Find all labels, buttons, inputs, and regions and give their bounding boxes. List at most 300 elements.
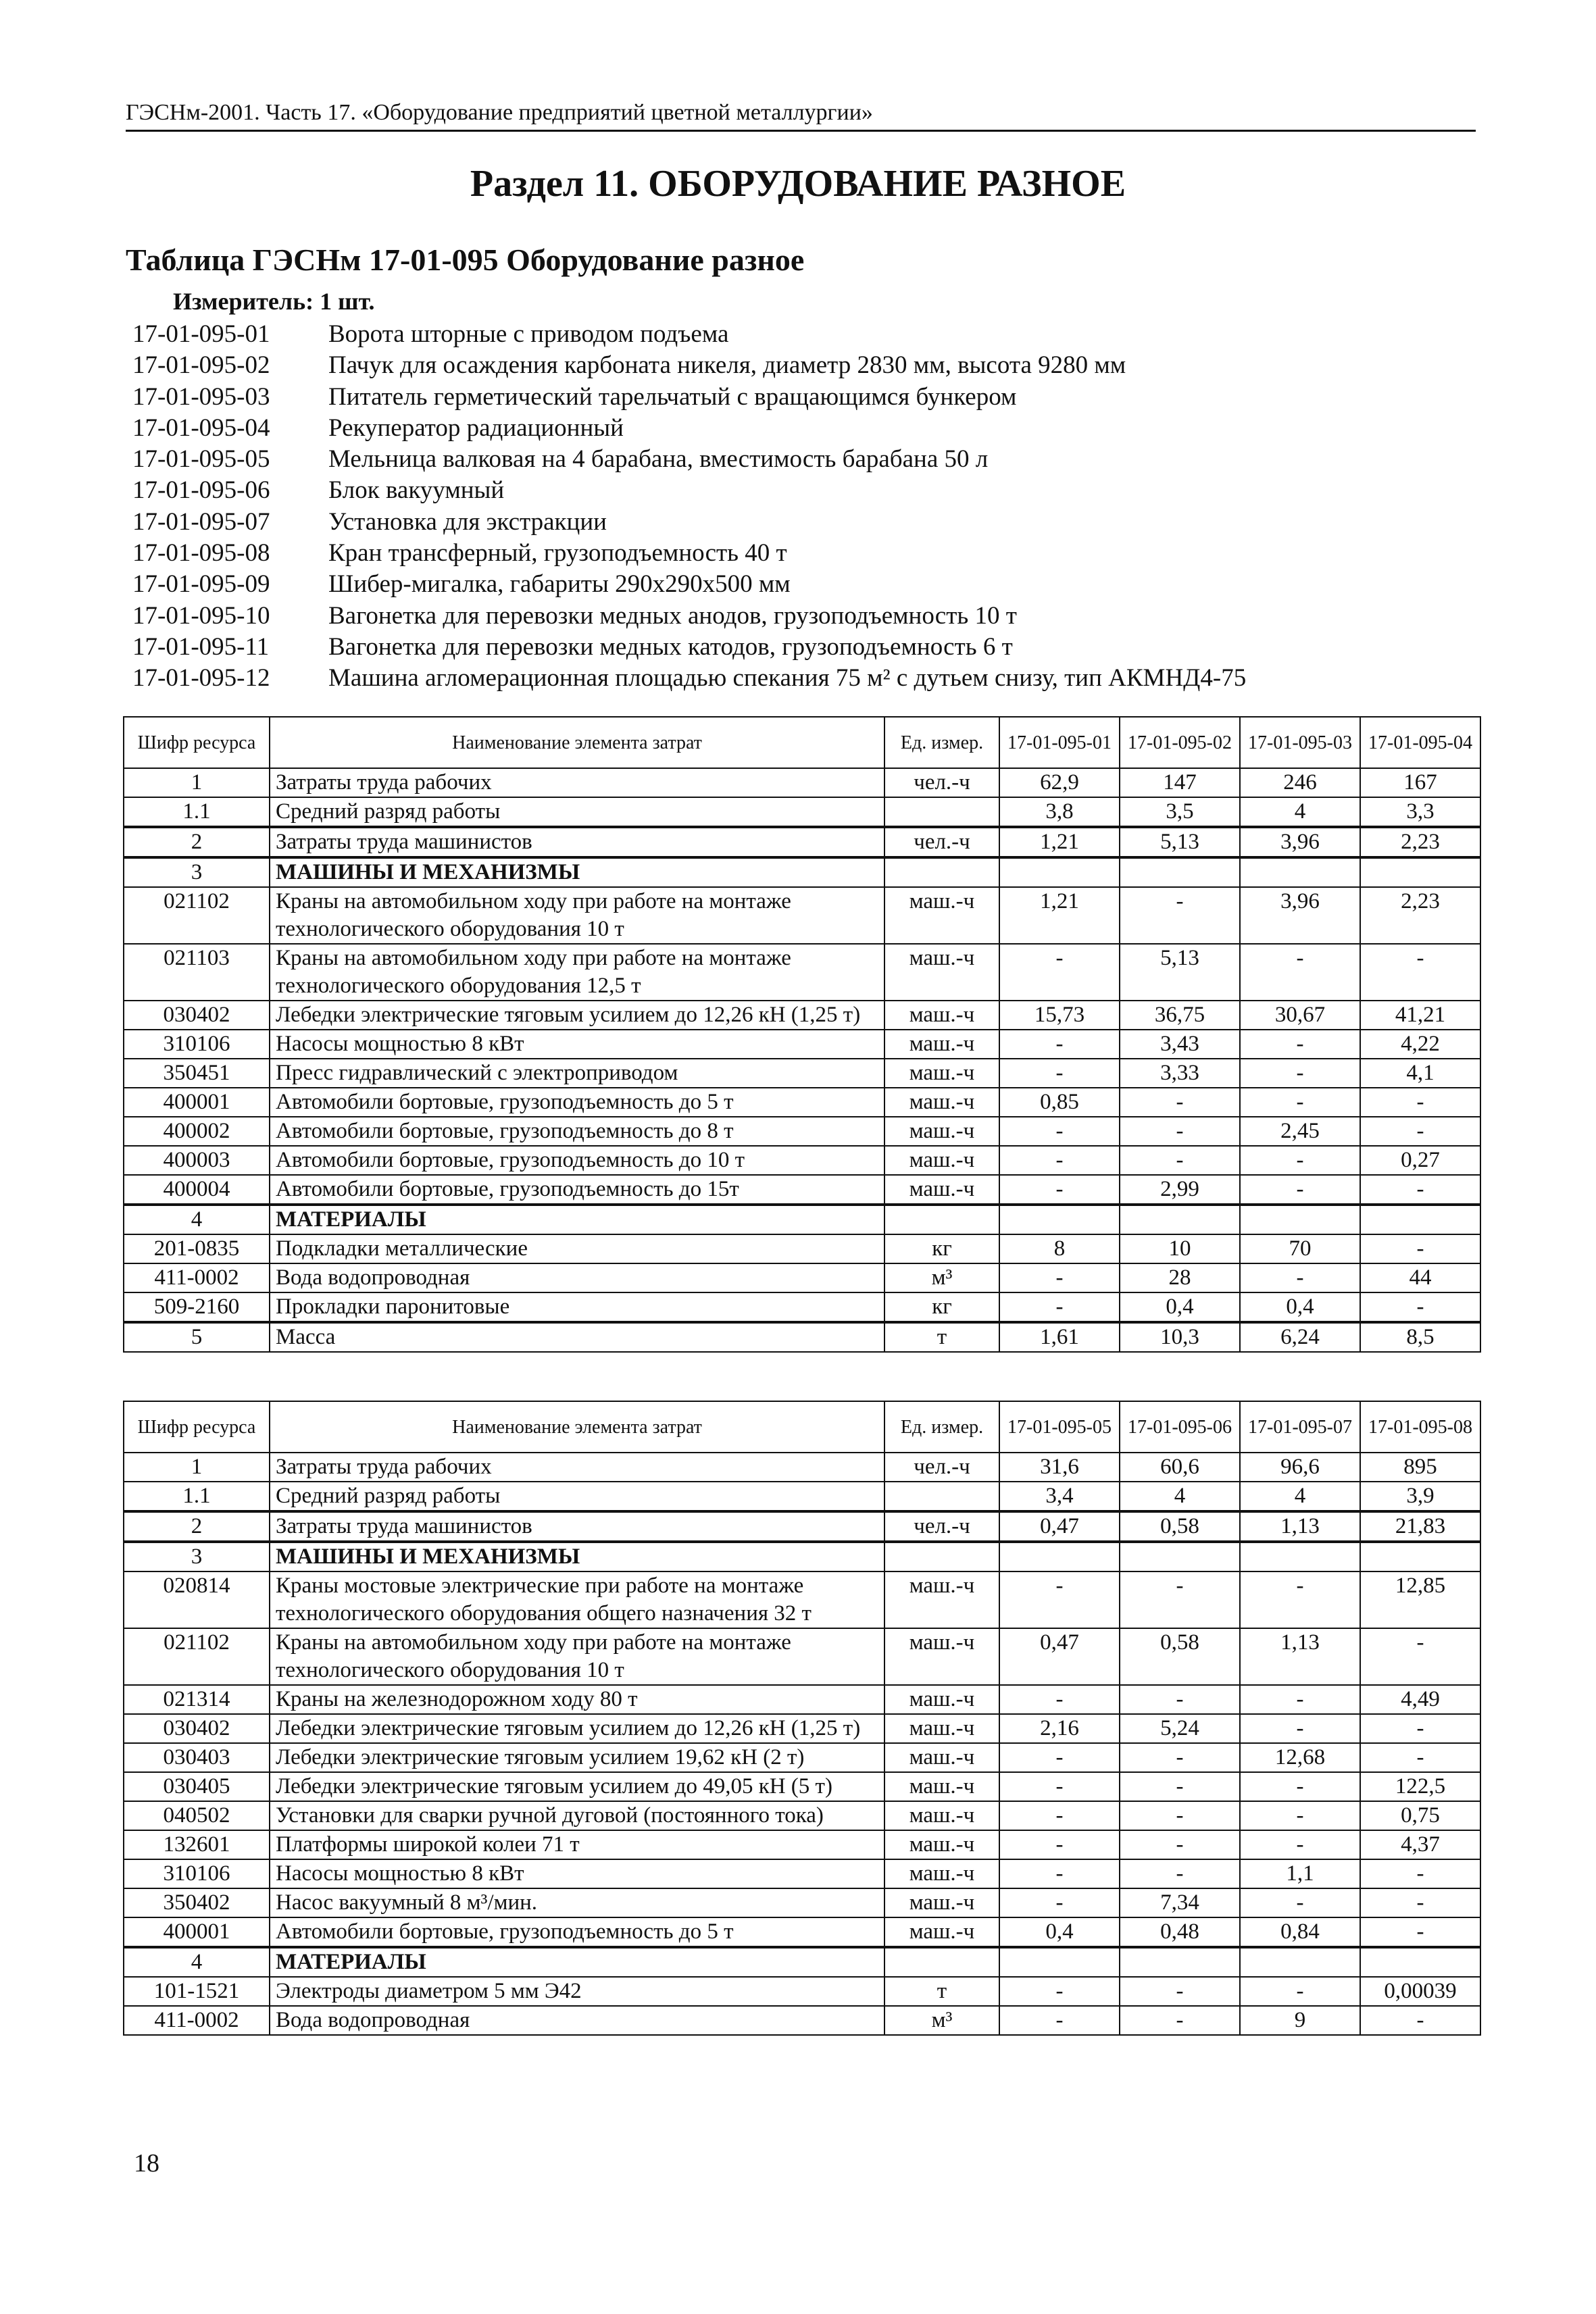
table-row: [124, 1571, 1480, 1628]
cell-value: 1,21: [999, 827, 1120, 857]
cell-name: Автомобили бортовые, грузоподъемность до 5 т: [270, 1917, 884, 1947]
cell-unit: [884, 1542, 999, 1571]
cell-value: 3,4: [999, 1482, 1120, 1511]
cell-value: -: [1240, 1685, 1360, 1714]
cell-value: -: [999, 1263, 1120, 1292]
cell-unit: маш.-ч: [884, 1571, 999, 1628]
cell-value: 1,61: [999, 1322, 1120, 1352]
table-row: [124, 1059, 1480, 1088]
cell-value: 28: [1120, 1263, 1240, 1292]
item-desc: Рекуператор радиационный: [328, 413, 624, 442]
cell-value: -: [1240, 1059, 1360, 1088]
cell-value: -: [1120, 1743, 1240, 1772]
table-group-row: [124, 1205, 1480, 1234]
cell-value: 122,5: [1360, 1772, 1480, 1801]
cell-value: 1,1: [1240, 1859, 1360, 1888]
cell-value: 41,21: [1360, 1001, 1480, 1030]
cell-name: Насосы мощностью 8 кВт: [270, 1030, 884, 1059]
table-row: [124, 1322, 1480, 1352]
item-code: 17-01-095-09: [132, 570, 270, 599]
cell-value: 2,45: [1240, 1117, 1360, 1146]
col-header-norm: 17-01-095-06: [1120, 1401, 1240, 1453]
cell-value: -: [999, 1030, 1120, 1059]
col-header-norm: 17-01-095-01: [999, 717, 1120, 768]
cell-unit: [884, 1205, 999, 1234]
cell-name: Лебедки электрические тяговым усилием 19,62 кН (2 т): [270, 1743, 884, 1772]
cell-code: 1: [124, 768, 270, 797]
cell-value: -: [999, 1977, 1120, 2006]
cell-value: 5,13: [1120, 827, 1240, 857]
item-desc: Шибер-мигалка, габариты 290х290х500 мм: [328, 570, 791, 599]
cell-value: 4,37: [1360, 1830, 1480, 1859]
cell-code: 350451: [124, 1059, 270, 1088]
cell-value: 62,9: [999, 768, 1120, 797]
cell-value: -: [1240, 1977, 1360, 2006]
item-desc: Блок вакуумный: [328, 476, 505, 505]
cell-value: 96,6: [1240, 1453, 1360, 1482]
resource-table-2: [123, 1401, 1481, 2036]
cell-value: -: [1240, 1263, 1360, 1292]
cell-value: 147: [1120, 768, 1240, 797]
cell-unit: маш.-ч: [884, 1030, 999, 1059]
cell-name: Краны мостовые электрические при работе на монтаже технологического оборудования общего назначения 32 т: [270, 1571, 884, 1628]
cell-name: Затраты труда рабочих: [270, 1453, 884, 1482]
table-row: [124, 944, 1480, 1001]
cell-value: -: [1360, 1117, 1480, 1146]
table-row: [124, 1888, 1480, 1917]
cell-value: -: [999, 1685, 1120, 1714]
cell-code: 201-0835: [124, 1234, 270, 1263]
code-list: [132, 319, 1246, 695]
cell-value: -: [1120, 1685, 1240, 1714]
cell-value: -: [1120, 887, 1240, 944]
code-list-item: [132, 538, 1246, 569]
cell-value: -: [999, 1830, 1120, 1859]
cell-value: [999, 1205, 1120, 1234]
col-header-unit: Ед. измер.: [884, 717, 999, 768]
cell-value: 0,48: [1120, 1917, 1240, 1947]
cell-name: Затраты труда рабочих: [270, 768, 884, 797]
cell-value: 895: [1360, 1453, 1480, 1482]
cell-unit: м³: [884, 2006, 999, 2035]
cell-value: 44: [1360, 1263, 1480, 1292]
table-row: [124, 827, 1480, 857]
col-header-norm: 17-01-095-04: [1360, 717, 1480, 768]
cell-value: 31,6: [999, 1453, 1120, 1482]
cell-unit: маш.-ч: [884, 1088, 999, 1117]
cell-name: Масса: [270, 1322, 884, 1352]
cell-value: [1120, 1947, 1240, 1977]
cell-value: -: [999, 1888, 1120, 1917]
item-desc: Пачук для осаждения карбоната никеля, диаметр 2830 мм, высота 9280 мм: [328, 351, 1126, 380]
cell-name: Платформы широкой колеи 71 т: [270, 1830, 884, 1859]
table-group-row: [124, 1542, 1480, 1571]
cell-value: -: [1240, 1714, 1360, 1743]
code-list-item: [132, 444, 1246, 475]
cell-value: 3,33: [1120, 1059, 1240, 1088]
item-code: 17-01-095-10: [132, 601, 270, 630]
cell-code: 030405: [124, 1772, 270, 1801]
cell-value: 167: [1360, 768, 1480, 797]
cell-value: -: [1240, 1772, 1360, 1801]
code-list-item: [132, 382, 1246, 413]
cell-value: -: [1240, 1146, 1360, 1175]
cell-value: -: [1360, 1628, 1480, 1685]
cell-name: Краны на железнодорожном ходу 80 т: [270, 1685, 884, 1714]
cell-value: [1240, 857, 1360, 887]
cell-code: 3: [124, 1542, 270, 1571]
cell-value: 4: [1120, 1482, 1240, 1511]
cell-name: МАШИНЫ И МЕХАНИЗМЫ: [270, 1542, 884, 1571]
item-desc: Питатель герметический тарельчатый с вращающимся бункером: [328, 382, 1017, 411]
item-code: 17-01-095-05: [132, 445, 270, 474]
resource-table-1: [123, 716, 1481, 1353]
cell-value: 0,4: [999, 1917, 1120, 1947]
table-group-row: [124, 1947, 1480, 1977]
cell-code: 101-1521: [124, 1977, 270, 2006]
cell-unit: [884, 1947, 999, 1977]
cell-value: 1,13: [1240, 1628, 1360, 1685]
cell-value: 70: [1240, 1234, 1360, 1263]
cell-value: 21,83: [1360, 1511, 1480, 1542]
cell-value: [999, 1947, 1120, 1977]
cell-code: 400002: [124, 1117, 270, 1146]
cell-value: -: [1360, 1234, 1480, 1263]
cell-value: 0,4: [1120, 1292, 1240, 1322]
table-row: [124, 1917, 1480, 1947]
cell-code: 021102: [124, 1628, 270, 1685]
cell-value: -: [1240, 1801, 1360, 1830]
item-code: 17-01-095-02: [132, 351, 270, 380]
code-list-item: [132, 319, 1246, 350]
cell-unit: маш.-ч: [884, 1628, 999, 1685]
code-list-item: [132, 350, 1246, 381]
cell-value: -: [1360, 1743, 1480, 1772]
cell-value: -: [1240, 1088, 1360, 1117]
cell-code: 400004: [124, 1175, 270, 1205]
cell-value: -: [1360, 1175, 1480, 1205]
cell-code: 132601: [124, 1830, 270, 1859]
cell-name: Средний разряд работы: [270, 1482, 884, 1511]
col-header-code: Шифр ресурса: [124, 1401, 270, 1453]
cell-value: -: [999, 1743, 1120, 1772]
cell-value: -: [999, 1146, 1120, 1175]
cell-unit: чел.-ч: [884, 1453, 999, 1482]
cell-name: Пресс гидравлический с электроприводом: [270, 1059, 884, 1088]
cell-code: 021314: [124, 1685, 270, 1714]
table-row: [124, 1088, 1480, 1117]
cell-value: 60,6: [1120, 1453, 1240, 1482]
cell-unit: т: [884, 1322, 999, 1352]
cell-unit: маш.-ч: [884, 1146, 999, 1175]
cell-value: -: [1360, 1714, 1480, 1743]
cell-value: 3,5: [1120, 797, 1240, 827]
col-header-norm: 17-01-095-03: [1240, 717, 1360, 768]
cell-value: -: [1240, 1571, 1360, 1628]
cell-name: Вода водопроводная: [270, 1263, 884, 1292]
cell-unit: [884, 1482, 999, 1511]
table-row: [124, 1685, 1480, 1714]
code-list-item: [132, 507, 1246, 538]
item-code: 17-01-095-01: [132, 320, 270, 348]
cell-value: 8,5: [1360, 1322, 1480, 1352]
cell-unit: кг: [884, 1292, 999, 1322]
table-row: [124, 1859, 1480, 1888]
cell-code: 2: [124, 1511, 270, 1542]
cell-value: -: [999, 944, 1120, 1001]
table-row: [124, 1453, 1480, 1482]
item-code: 17-01-095-07: [132, 507, 270, 536]
table-body: [124, 1453, 1480, 2035]
cell-value: 8: [999, 1234, 1120, 1263]
cell-name: Установки для сварки ручной дуговой (постоянного тока): [270, 1801, 884, 1830]
cell-value: -: [999, 1292, 1120, 1322]
cell-value: -: [999, 1571, 1120, 1628]
cell-code: 1: [124, 1453, 270, 1482]
cell-value: -: [999, 2006, 1120, 2035]
cell-value: -: [999, 1059, 1120, 1088]
cell-name: МАТЕРИАЛЫ: [270, 1205, 884, 1234]
cell-value: 3,8: [999, 797, 1120, 827]
code-list-item: [132, 413, 1246, 444]
cell-value: [1120, 1542, 1240, 1571]
item-code: 17-01-095-12: [132, 664, 270, 693]
cell-unit: маш.-ч: [884, 1743, 999, 1772]
cell-value: 9: [1240, 2006, 1360, 2035]
cell-unit: [884, 797, 999, 827]
cell-value: -: [1120, 1772, 1240, 1801]
item-desc: Вагонетка для перевозки медных катодов, грузоподъемность 6 т: [328, 632, 1013, 661]
cell-unit: маш.-ч: [884, 944, 999, 1001]
cell-value: [1240, 1542, 1360, 1571]
cell-value: [999, 1542, 1120, 1571]
cell-value: 0,75: [1360, 1801, 1480, 1830]
col-header-code: Шифр ресурса: [124, 717, 270, 768]
cell-name: Краны на автомобильном ходу при работе на монтаже технологического оборудования 10 т: [270, 887, 884, 944]
cell-code: 1.1: [124, 797, 270, 827]
cell-value: 0,00039: [1360, 1977, 1480, 2006]
cell-name: Подкладки металлические: [270, 1234, 884, 1263]
cell-name: Лебедки электрические тяговым усилием до 49,05 кН (5 т): [270, 1772, 884, 1801]
cell-value: -: [1360, 1917, 1480, 1947]
cell-value: -: [1360, 1088, 1480, 1117]
col-header-name: Наименование элемента затрат: [270, 1401, 884, 1453]
item-desc: Машина агломерационная площадью спекания 75 м² с дутьем снизу, тип АКМНД4-75: [328, 664, 1247, 693]
cell-value: [999, 857, 1120, 887]
cell-unit: маш.-ч: [884, 1714, 999, 1743]
table-row: [124, 1482, 1480, 1511]
cell-code: 350402: [124, 1888, 270, 1917]
cell-value: 12,68: [1240, 1743, 1360, 1772]
cell-value: -: [999, 1859, 1120, 1888]
table-row: [124, 768, 1480, 797]
table-row: [124, 1830, 1480, 1859]
cell-code: 030402: [124, 1001, 270, 1030]
table-row: [124, 1117, 1480, 1146]
cell-code: 1.1: [124, 1482, 270, 1511]
cell-value: -: [1360, 1859, 1480, 1888]
cell-value: -: [1240, 1888, 1360, 1917]
cell-name: Автомобили бортовые, грузоподъемность до 5 т: [270, 1088, 884, 1117]
cell-value: 4: [1240, 797, 1360, 827]
table-row: [124, 2006, 1480, 2035]
cell-name: Электроды диаметром 5 мм Э42: [270, 1977, 884, 2006]
cell-unit: [884, 857, 999, 887]
code-list-item: [132, 632, 1246, 663]
cell-code: 5: [124, 1322, 270, 1352]
page-number: 18: [134, 2149, 159, 2178]
cell-code: 040502: [124, 1801, 270, 1830]
cell-unit: т: [884, 1977, 999, 2006]
cell-value: -: [1360, 944, 1480, 1001]
cell-code: 310106: [124, 1030, 270, 1059]
cell-value: 3,96: [1240, 827, 1360, 857]
table-row: [124, 1146, 1480, 1175]
cell-value: -: [999, 1117, 1120, 1146]
cell-value: -: [1240, 944, 1360, 1001]
table-row: [124, 1801, 1480, 1830]
item-code: 17-01-095-11: [132, 632, 270, 661]
cell-name: Насос вакуумный 8 м³/мин.: [270, 1888, 884, 1917]
cell-value: -: [1360, 1292, 1480, 1322]
cell-code: 4: [124, 1947, 270, 1977]
cell-value: 0,85: [999, 1088, 1120, 1117]
cell-value: 10,3: [1120, 1322, 1240, 1352]
cell-value: -: [1360, 1888, 1480, 1917]
cell-code: 310106: [124, 1859, 270, 1888]
cell-code: 030403: [124, 1743, 270, 1772]
cell-code: 400001: [124, 1088, 270, 1117]
cell-code: 2: [124, 827, 270, 857]
cell-value: 3,43: [1120, 1030, 1240, 1059]
cell-value: 36,75: [1120, 1001, 1240, 1030]
cell-unit: чел.-ч: [884, 827, 999, 857]
table-group-row: [124, 857, 1480, 887]
cell-value: 2,23: [1360, 887, 1480, 944]
cell-unit: чел.-ч: [884, 1511, 999, 1542]
cell-name: Автомобили бортовые, грузоподъемность до 8 т: [270, 1117, 884, 1146]
col-header-unit: Ед. измер.: [884, 1401, 999, 1453]
cell-value: -: [1240, 1175, 1360, 1205]
cell-name: МАТЕРИАЛЫ: [270, 1947, 884, 1977]
table-row: [124, 1001, 1480, 1030]
item-code: 17-01-095-03: [132, 382, 270, 411]
cell-value: [1240, 1205, 1360, 1234]
cell-value: 0,4: [1240, 1292, 1360, 1322]
table-body: [124, 768, 1480, 1352]
cell-unit: маш.-ч: [884, 1117, 999, 1146]
table-row: [124, 887, 1480, 944]
cell-value: [1360, 1205, 1480, 1234]
cell-value: -: [1360, 2006, 1480, 2035]
cell-value: 3,96: [1240, 887, 1360, 944]
cell-code: 021103: [124, 944, 270, 1001]
col-header-name: Наименование элемента затрат: [270, 717, 884, 768]
cell-unit: маш.-ч: [884, 1888, 999, 1917]
table-row: [124, 1511, 1480, 1542]
cell-name: Затраты труда машинистов: [270, 1511, 884, 1542]
item-desc: Мельница валковая на 4 барабана, вместимость барабана 50 л: [328, 445, 989, 474]
cell-unit: маш.-ч: [884, 887, 999, 944]
cell-value: -: [1120, 2006, 1240, 2035]
table-row: [124, 1772, 1480, 1801]
cell-value: 3,3: [1360, 797, 1480, 827]
cell-value: -: [999, 1772, 1120, 1801]
cell-name: Прокладки паронитовые: [270, 1292, 884, 1322]
cell-code: 4: [124, 1205, 270, 1234]
cell-value: [1120, 857, 1240, 887]
cell-code: 411-0002: [124, 2006, 270, 2035]
table-row: [124, 1292, 1480, 1322]
cell-value: [1120, 1205, 1240, 1234]
cell-name: МАШИНЫ И МЕХАНИЗМЫ: [270, 857, 884, 887]
col-header-norm: 17-01-095-02: [1120, 717, 1240, 768]
cell-value: -: [1240, 1030, 1360, 1059]
cell-name: Лебедки электрические тяговым усилием до 12,26 кН (1,25 т): [270, 1001, 884, 1030]
table-row: [124, 1714, 1480, 1743]
cell-name: Лебедки электрические тяговым усилием до 12,26 кН (1,25 т): [270, 1714, 884, 1743]
cell-unit: чел.-ч: [884, 768, 999, 797]
cell-name: Затраты труда машинистов: [270, 827, 884, 857]
cell-value: -: [1120, 1571, 1240, 1628]
col-header-norm: 17-01-095-08: [1360, 1401, 1480, 1453]
cell-value: 1,21: [999, 887, 1120, 944]
item-code: 17-01-095-06: [132, 476, 270, 505]
cell-name: Средний разряд работы: [270, 797, 884, 827]
table-row: [124, 797, 1480, 827]
cell-value: 4,49: [1360, 1685, 1480, 1714]
cell-value: 15,73: [999, 1001, 1120, 1030]
cell-value: [1360, 857, 1480, 887]
code-list-item: [132, 475, 1246, 506]
cell-unit: маш.-ч: [884, 1175, 999, 1205]
cell-value: 10: [1120, 1234, 1240, 1263]
cell-value: 246: [1240, 768, 1360, 797]
code-list-item: [132, 569, 1246, 600]
table-row: [124, 1175, 1480, 1205]
cell-value: 1,13: [1240, 1511, 1360, 1542]
cell-unit: маш.-ч: [884, 1001, 999, 1030]
cell-value: 4,22: [1360, 1030, 1480, 1059]
cell-value: 30,67: [1240, 1001, 1360, 1030]
cell-value: 7,34: [1120, 1888, 1240, 1917]
cell-value: [1240, 1947, 1360, 1977]
table-row: [124, 1030, 1480, 1059]
table-row: [124, 1743, 1480, 1772]
cell-value: 0,27: [1360, 1146, 1480, 1175]
cell-value: -: [1120, 1830, 1240, 1859]
col-header-norm: 17-01-095-07: [1240, 1401, 1360, 1453]
cell-code: 411-0002: [124, 1263, 270, 1292]
item-desc: Установка для экстракции: [328, 507, 607, 536]
table-title: Таблица ГЭСНм 17-01-095 Оборудование разное: [126, 243, 805, 277]
cell-unit: маш.-ч: [884, 1685, 999, 1714]
item-desc: Кран трансферный, грузоподъемность 40 т: [328, 539, 787, 568]
cell-value: 0,58: [1120, 1628, 1240, 1685]
cell-code: 400003: [124, 1146, 270, 1175]
cell-code: 400001: [124, 1917, 270, 1947]
cell-value: 5,13: [1120, 944, 1240, 1001]
cell-value: 6,24: [1240, 1322, 1360, 1352]
code-list-item: [132, 663, 1246, 694]
cell-name: Насосы мощностью 8 кВт: [270, 1859, 884, 1888]
cell-value: -: [1120, 1977, 1240, 2006]
cell-code: 030402: [124, 1714, 270, 1743]
item-desc: Вагонетка для перевозки медных анодов, грузоподъемность 10 т: [328, 601, 1017, 630]
measure-unit: Измеритель: 1 шт.: [173, 288, 375, 315]
cell-value: 0,84: [1240, 1917, 1360, 1947]
item-desc: Ворота шторные с приводом подъема: [328, 320, 729, 348]
